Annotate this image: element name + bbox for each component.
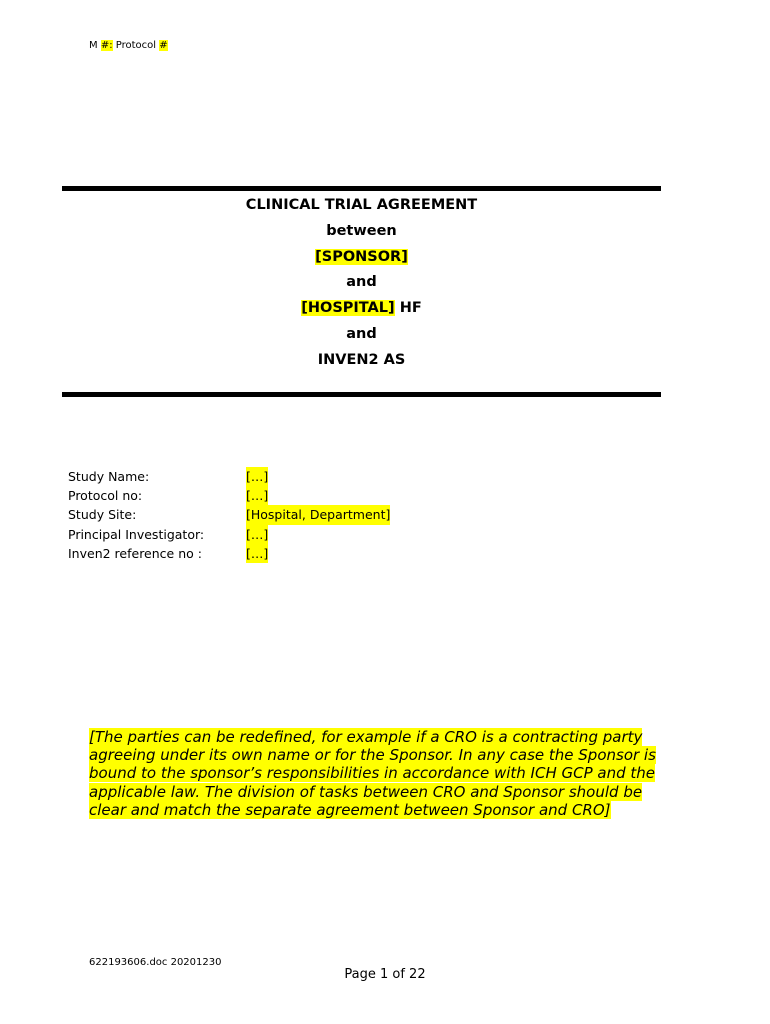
title-line: INVEN2 AS <box>317 351 406 368</box>
study-info-value: […] <box>246 525 268 544</box>
study-info-value: […] <box>246 467 268 486</box>
study-info-label: Protocol no: <box>68 488 143 504</box>
hospital-placeholder: [HOSPITAL] <box>301 300 395 317</box>
title-rule-top <box>62 186 661 191</box>
title-line: and <box>346 325 377 342</box>
hospital-suffix: HF <box>394 300 422 317</box>
study-info-label: Principal Investigator: <box>68 526 205 542</box>
title-block <box>62 193 661 374</box>
page-number: Page 1 of 22 <box>344 967 426 982</box>
title-sponsor-line <box>62 245 661 271</box>
study-info-label: Inven2 reference no : <box>68 545 202 561</box>
header-protocol-label: Protocol <box>112 40 160 51</box>
header-hash-2: # <box>159 40 168 51</box>
parties-note <box>89 728 679 819</box>
study-info-label: Study Site: <box>68 507 137 523</box>
study-info-value: […] <box>246 544 268 563</box>
study-info-label: Study Name: <box>68 469 150 484</box>
title-line: and <box>346 274 377 291</box>
header-prefix: M <box>89 40 101 51</box>
note-line: applicable law. The division of tasks between CRO and Sponsor should be <box>89 782 643 801</box>
sponsor-placeholder: [SPONSOR] <box>315 248 408 265</box>
header-hash-1: #: <box>100 40 113 51</box>
note-line: agreeing under its own name or for the Sponsor. In any case the Sponsor is <box>89 746 656 765</box>
title-line: between <box>326 222 397 239</box>
study-info-value: [Hospital, Department] <box>246 505 390 524</box>
note-line: bound to the sponsor’s responsibilities in accordance with ICH GCP and the <box>89 764 656 783</box>
note-line: [The parties can be redefined, for example if a CRO is a contracting party <box>89 728 643 746</box>
title-rule-bottom <box>62 392 661 397</box>
note-line: clear and match the separate agreement between Sponsor and CRO] <box>89 800 611 819</box>
page-header <box>89 40 168 51</box>
title-hospital-line <box>62 296 661 322</box>
study-info-value: […] <box>246 486 268 505</box>
title-line: CLINICAL TRIAL AGREEMENT <box>245 197 478 213</box>
document-reference: 622193606.doc 20201230 <box>89 957 222 968</box>
